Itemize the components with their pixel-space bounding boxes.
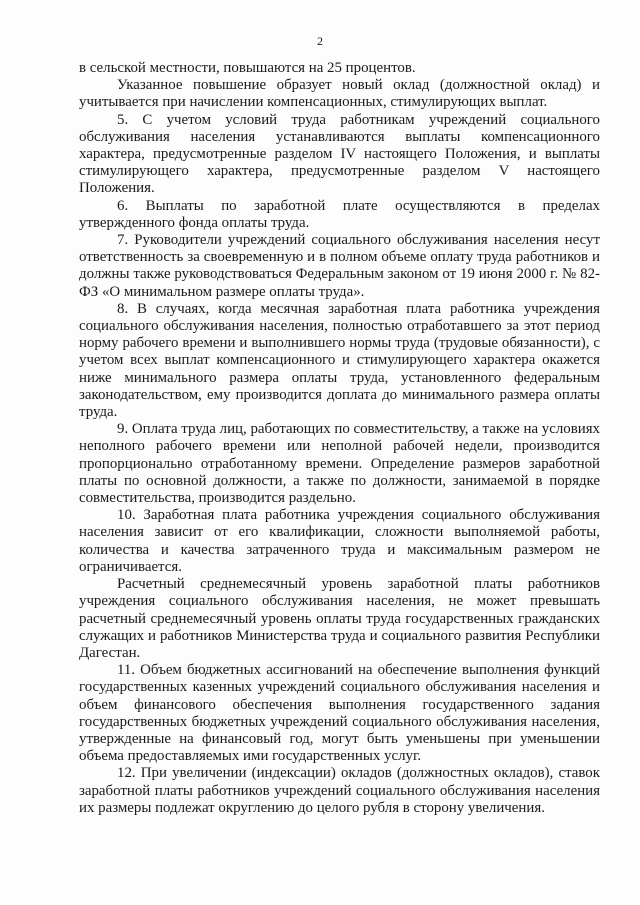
paragraph-item-7: 7. Руководители учреждений социального обслуживания населения несут ответственность за своевременную и в полном объеме оплату труда работников и должны также руководствоваться Федеральным законом от 19 июня 2000 г. № 82-ФЗ «О минимальном размере оплаты труда». — [79, 232, 600, 300]
page-number: 2 — [317, 34, 323, 48]
paragraph-item-12: 12. При увеличении (индексации) окладов (должностных окладов), ставок заработной платы работников учреждений социального обслуживания населения их размеры подлежат округлению до целого рубля в сторону увеличения. — [79, 765, 600, 816]
paragraph-item-9: 9. Оплата труда лиц, работающих по совместительству, а также на условиях неполного рабочего времени или неполной рабочей недели, производится пропорционально отработанному времени. Определение размеров заработной платы по основной должности, а также по должности, занимаемой в порядке совместительства, производится раздельно. — [79, 421, 601, 507]
paragraph-average-wage-limit: Расчетный среднемесячный уровень заработной платы работников учреждения социального обслуживания населения, не может превышать расчетный среднемесячный уровень оплаты труда государственных гражданских служащих и работников Министерства труда и социального развития Республики Дагестан. — [79, 576, 600, 661]
document-body — [79, 60, 600, 817]
paragraph-item-10: 10. Заработная плата работника учреждения социального обслуживания населения зависит от его квалификации, сложности выполняемой работы, количества и качества затраченного труда и максимальным размером не ограничивается. — [79, 507, 600, 575]
paragraph-item-8: 8. В случаях, когда месячная заработная плата работника учреждения социального обслуживания населения, полностью отработавшего за этот период норму рабочего времени и выполнившего нормы труда (трудовые обязанности), с учетом всех выплат компенсационного и стимулирующего характера окажется ниже минимального размера оплаты труда, установленного федеральным законодательством, ему производится доплата до минимального размера оплаты труда. — [79, 300, 600, 421]
paragraph-item-5: 5. С учетом условий труда работникам учреждений социального обслуживания населения устанавливаются выплаты компенсационного характера, предусмотренные разделом IV настоящего Положения, и выплаты стимулирующего характера, предусмотренные разделом V настоящего Положения. — [79, 111, 600, 197]
paragraph-salary-increase-note: Указанное повышение образует новый оклад (должностной оклад) и учитывается при начислении компенсационных, стимулирующих выплат. — [79, 77, 600, 111]
paragraph-continuation: в сельской местности, повышаются на 25 процентов. — [79, 60, 416, 76]
paragraph-item-11: 11. Объем бюджетных ассигнований на обеспечение выполнения функций государственных казенных учреждений социального обслуживания населения и объем финансового обеспечения выполнения государственного задания государственных бюджетных учреждений социального обслуживания населения, утвержденные на финансовый год, могут быть уменьшены при уменьшении объема предоставляемых ими государственных услуг. — [79, 662, 600, 765]
paragraph-item-6: 6. Выплаты по заработной плате осуществляются в пределах утвержденного фонда оплаты труда. — [79, 197, 600, 231]
